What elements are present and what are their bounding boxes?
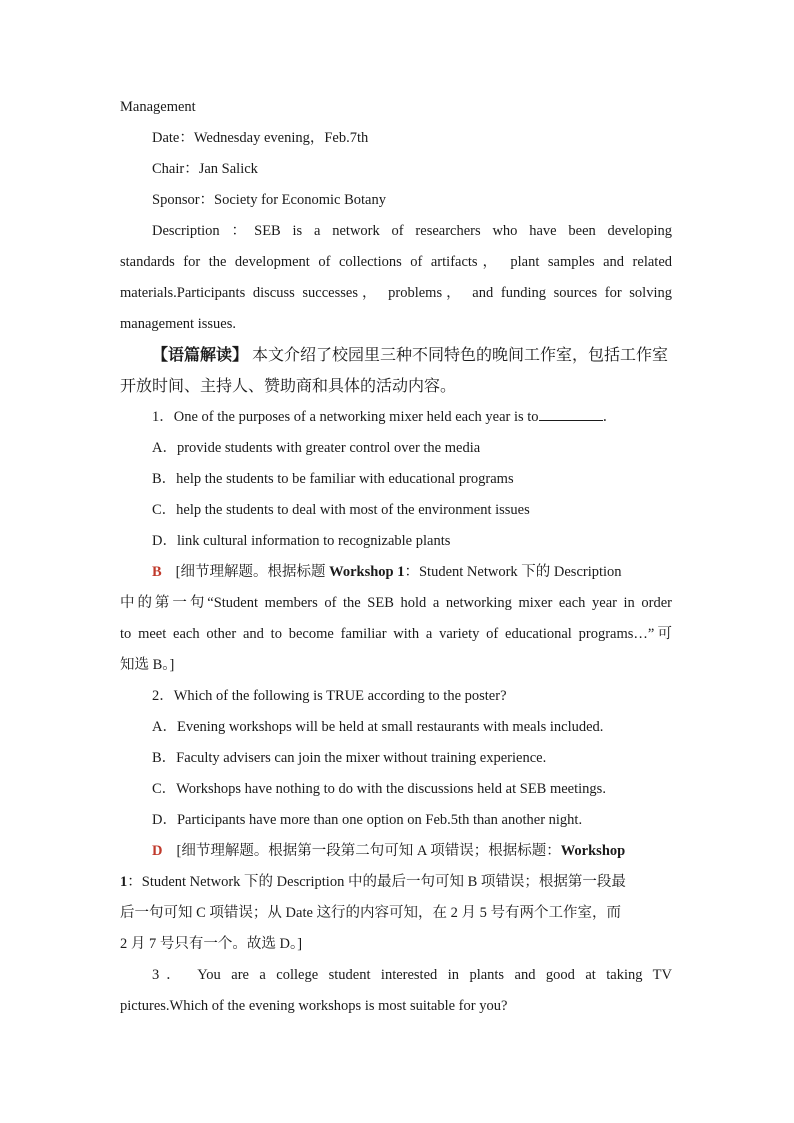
explanation-line: [120, 867, 672, 898]
question-2-stem: 2．Which of the following is TRUE according to the poster?: [152, 688, 507, 704]
option-b: B．help the students to be familiar with educational programs: [152, 471, 514, 487]
explanation-2: [120, 836, 672, 867]
chair-line: Chair：Jan Salick: [152, 161, 258, 177]
explanation-1: [120, 557, 672, 588]
reading-summary-cont: 开放时间、主持人、赞助商和具体的活动内容。: [120, 378, 457, 395]
question-3-stem-cont: pictures.Which of the evening workshops is most suitable for you?: [120, 998, 508, 1014]
text-line: Management: [120, 99, 196, 115]
option-c: C．Workshops have nothing to do with the discussions held at SEB meetings.: [152, 781, 606, 797]
option-a: A．Evening workshops will be held at small restaurants with meals included.: [152, 719, 604, 735]
question-1-end: ．: [602, 409, 618, 425]
workshop-heading: Workshop 1: [329, 564, 405, 580]
reading-summary: [120, 340, 672, 371]
explanation-line: 知选 B。]: [120, 657, 175, 673]
explanation-text: ：Student Network 下的 Description 中的最后一句可知 B 项错误；根据第一段最: [127, 874, 626, 890]
reading-text: 本文介绍了校园里三种不同特色的晚间工作室，包括工作室: [248, 347, 669, 364]
description-line: standards for the development of collections of artifacts， plant samples and related: [120, 254, 672, 270]
answer-blank: [539, 406, 603, 421]
answer-letter: B: [152, 564, 162, 580]
option-d: D．link cultural information to recognizable plants: [152, 533, 451, 549]
sponsor-line: Sponsor：Society for Economic Botany: [152, 192, 386, 208]
option-b: B．Faculty advisers can join the mixer without training experience.: [152, 750, 547, 766]
description-line: materials.Participants discuss successes， problems， and funding sources for solving: [120, 285, 672, 301]
date-line: Date：Wednesday evening，Feb.7th: [152, 130, 369, 146]
explanation-line: 后一句可知 C 项错误；从 Date 这行的内容可知，在 2 月 5 号有两个工作室，而: [120, 905, 622, 921]
workshop-heading: Workshop: [560, 843, 626, 859]
question-stem: [120, 402, 672, 433]
question-1-stem: 1．One of the purposes of a networking mixer held each year is to: [152, 409, 539, 425]
explanation-line: to meet each other and to become familiar with a variety of educational programs…”可: [120, 626, 672, 642]
question-3-stem: 3． You are a college student interested in plants and good at taking TV: [152, 967, 672, 983]
option-c: C．help the students to deal with most of the environment issues: [152, 502, 530, 518]
explanation-text: [细节理解题。根据第一段第二句可知 A 项错误；根据标题：: [176, 843, 561, 859]
explanation-line: 2 月 7 号只有一个。故选 D。]: [120, 936, 303, 952]
option-a: A．provide students with greater control over the media: [152, 440, 481, 456]
answer-letter: D: [152, 843, 163, 859]
reading-label: 【语篇解读】: [152, 347, 249, 364]
description-line: Description ：SEB is a network of researchers who have been developing: [152, 223, 672, 239]
explanation-text: [细节理解题。根据标题: [175, 564, 330, 580]
explanation-line: 中的第一句“Student members of the SEB hold a networking mixer each year in order: [120, 595, 672, 611]
description-line: management issues.: [120, 316, 236, 332]
workshop-number: 1: [120, 874, 128, 890]
option-d: D．Participants have more than one option on Feb.5th than another night.: [152, 812, 583, 828]
document-page: [120, 92, 672, 1022]
explanation-text: ：Student Network 下的 Description: [404, 564, 622, 580]
